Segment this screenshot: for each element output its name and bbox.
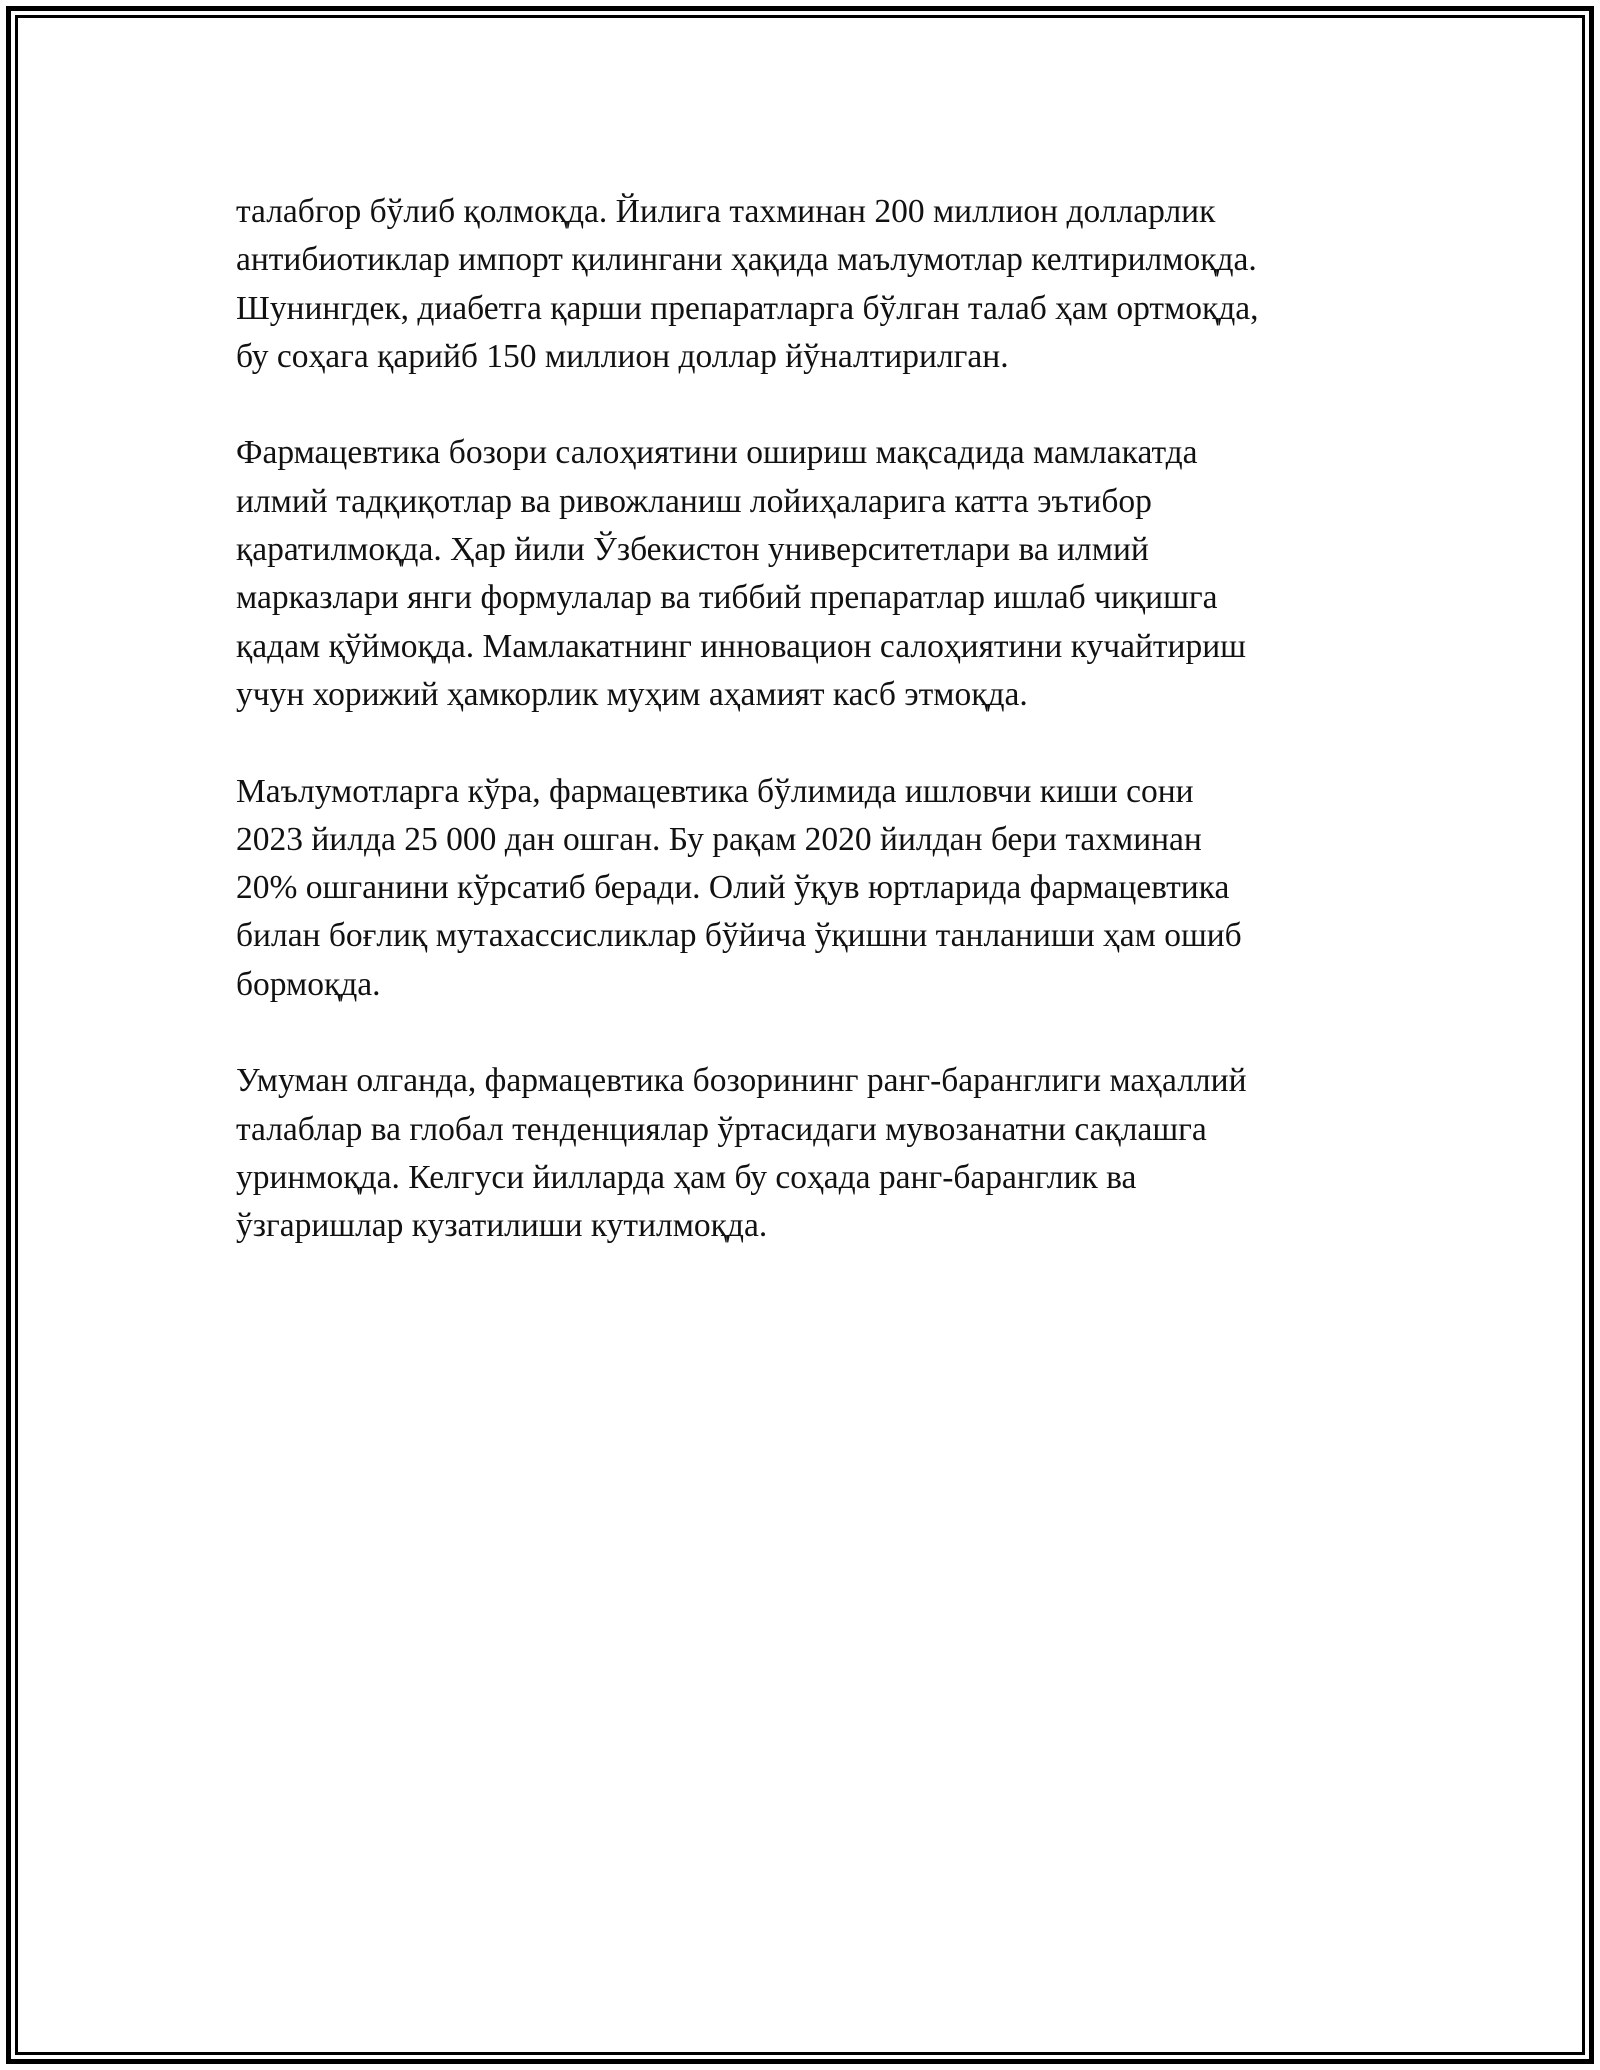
text-line: 20% ошганини кўрсатиб беради. Олий ўқув юртларида фармацевтика bbox=[236, 869, 1230, 907]
paragraph-1 bbox=[236, 188, 1386, 381]
document-body bbox=[236, 188, 1386, 1299]
text-line: марказлари янги формулалар ва тиббий препаратлар ишлаб чиқишга bbox=[236, 579, 1218, 617]
text-line: антибиотиклар импорт қилингани ҳақида маълумотлар келтирилмоқда. bbox=[236, 241, 1257, 279]
text-line: қаратилмоқда. Ҳар йили Ўзбекистон университетлари ва илмий bbox=[236, 531, 1149, 569]
text-line: бормоқда. bbox=[236, 965, 381, 1003]
text-line: Шунингдек, диабетга қарши препаратларга бўлган талаб ҳам ортмоқда, bbox=[236, 289, 1259, 327]
text-line: талаблар ва глобал тенденциялар ўртасидаги мувозанатни сақлашга bbox=[236, 1110, 1207, 1148]
paragraph-2 bbox=[236, 429, 1386, 719]
text-line: учун хорижий ҳамкорлик муҳим аҳамият касб этмоқда. bbox=[236, 675, 1028, 713]
text-line: қадам қўймоқда. Мамлакатнинг инновацион салоҳиятини кучайтириш bbox=[236, 627, 1246, 665]
text-line: Маълумотларга кўра, фармацевтика бўлимида ишловчи киши сони bbox=[236, 772, 1194, 810]
text-line: билан боғлиқ мутахассисликлар бўйича ўқишни танланиши ҳам ошиб bbox=[236, 917, 1242, 955]
text-line: Умуман олганда, фармацевтика бозорининг ранг-баранглиги маҳаллий bbox=[236, 1062, 1247, 1100]
text-line: Фармацевтика бозори салоҳиятини ошириш мақсадида мамлакатда bbox=[236, 434, 1198, 472]
text-line: илмий тадқиқотлар ва ривожланиш лойиҳаларига катта эътибор bbox=[236, 482, 1152, 520]
text-line: бу соҳага қарийб 150 миллион доллар йўналтирилган. bbox=[236, 337, 1009, 375]
paragraph-4 bbox=[236, 1057, 1386, 1250]
paragraph-3 bbox=[236, 768, 1386, 1009]
text-line: талабгор бўлиб қолмоқда. Йилига тахминан 200 миллион долларлик bbox=[236, 193, 1216, 230]
text-line: 2023 йилда 25 000 дан ошган. Бу рақам 2020 йилдан бери тахминан bbox=[236, 820, 1202, 858]
text-line: уринмоқда. Келгуси йилларда ҳам бу соҳада ранг-баранглик ва bbox=[236, 1158, 1137, 1196]
text-line: ўзгаришлар кузатилиши кутилмоқда. bbox=[236, 1207, 768, 1245]
